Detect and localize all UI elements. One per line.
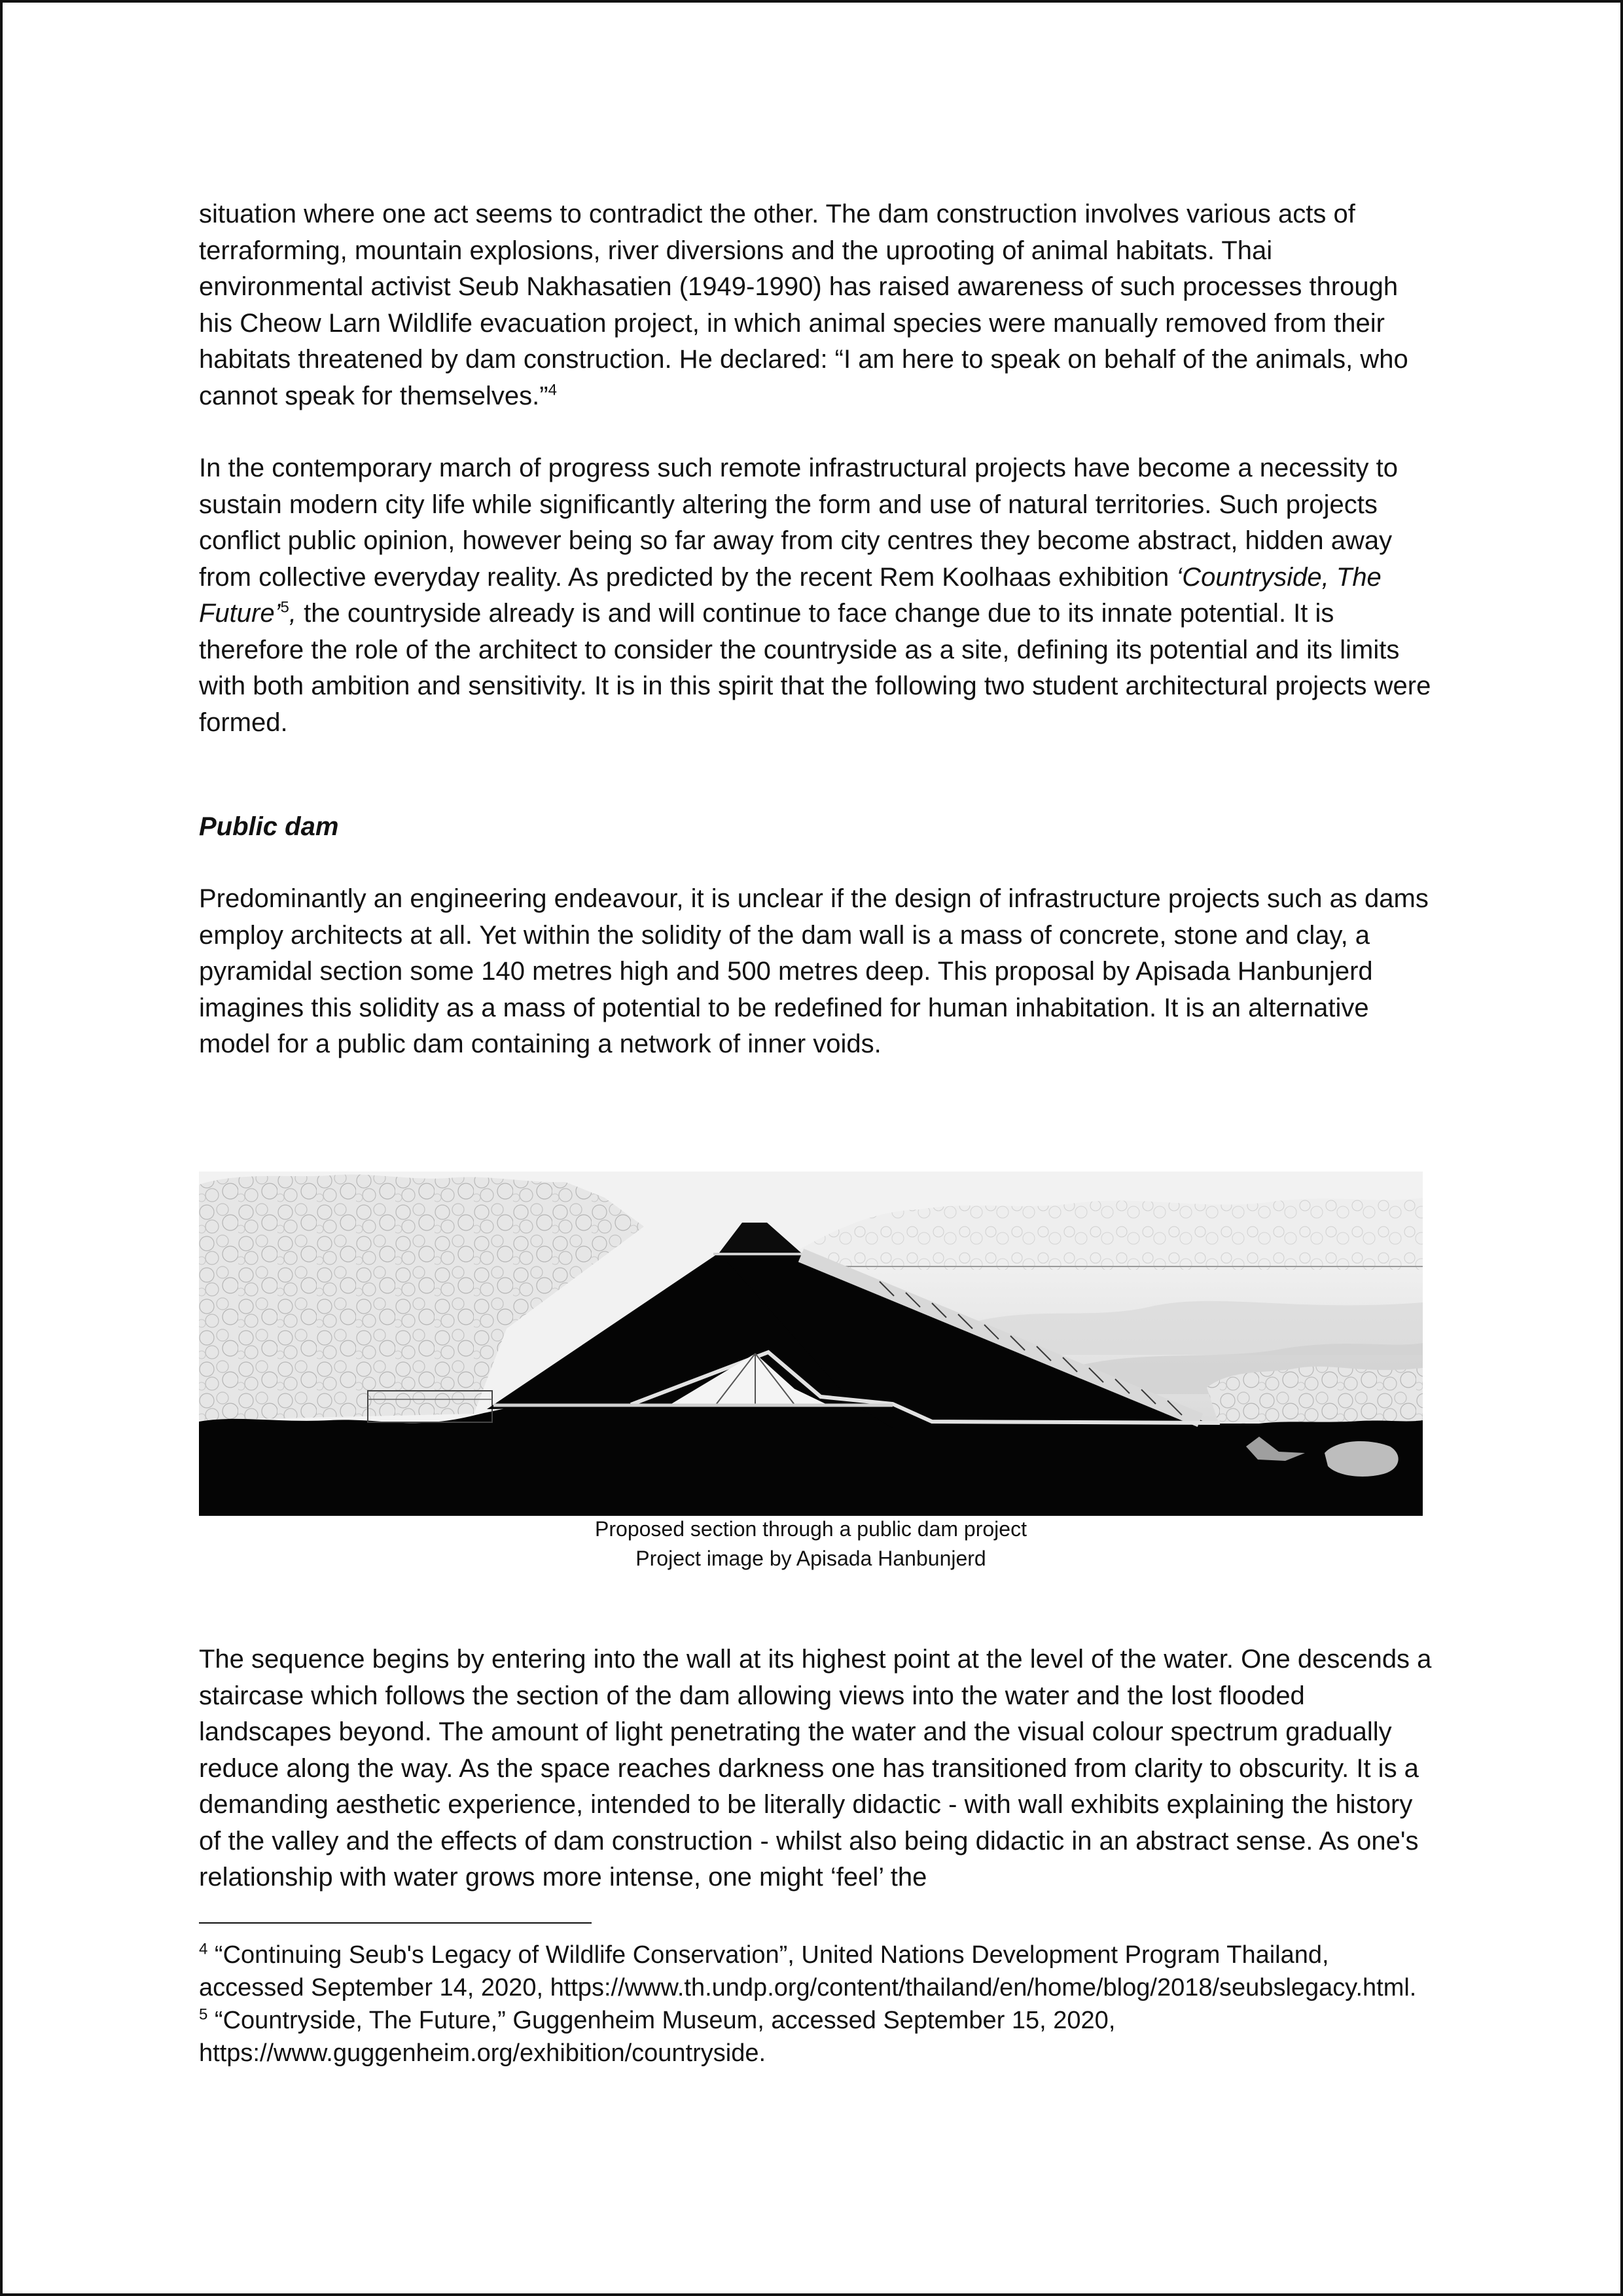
dam-section-drawing [199, 1172, 1423, 1516]
paragraph-public-dam: Predominantly an engineering endeavour, it is unclear if the design of infrastructure projects such as dams employ architects at all. Yet within the solidity of the dam wall is a mass of concrete, stone and clay, a pyramidal section some 140 metres high and 500 metres deep. This proposal by Apisada Hanbunjerd imagines this solidity as a mass of potential to be redefined for human inhabitation. It is an alternative model for a public dam containing a network of inner voids. [199, 884, 1429, 1058]
dam-section-figure [199, 1172, 1423, 1516]
footnote-ref-5[interactable]: 5 [280, 598, 289, 617]
paragraph-contemporary-progress [199, 450, 1436, 741]
footnote-text: “Countryside, The Future,” Guggenheim Museum, accessed September 15, 2020, https://www.guggenheim.org/exhibition/countryside. [199, 2007, 1116, 2067]
footnote-divider [199, 1922, 592, 1924]
footnote-text: “Continuing Seub's Legacy of Wildlife Conservation”, United Nations Development Program Thailand, accessed September 14, 2020, https://www.th.undp.org/content/thailand/en/home/blog/2018/seubslegacy.html. [199, 1941, 1417, 2001]
footnote-4 [199, 1939, 1436, 2004]
paragraph-text: situation where one act seems to contradict the other. The dam construction involves various acts of terraforming, mountain explosions, river diversions and the uprooting of animal habitats. Thai environmental activist Seub Nakhasatien (1949-1990) has raised awareness of such processes through his Cheow Larn Wildlife evacuation project, in which animal species were manually removed from their habitats threatened by dam construction. He declared: “I am here to speak on behalf of the animals, who cannot speak for themselves.” [199, 200, 1408, 410]
footnote-ref-4[interactable]: 4 [548, 381, 557, 399]
footnotes [199, 1939, 1436, 2070]
section-heading: Public dam [199, 812, 339, 841]
shore-trees [1207, 1367, 1423, 1427]
footnote-number: 4 [199, 1940, 208, 1958]
paragraph-sequence: The sequence begins by entering into the wall at its highest point at the level of the water. One descends a staircase which follows the section of the dam allowing views into the water and the lost flooded landscapes beyond. The amount of light penetrating the water and the visual colour spectrum gradually reduce along the way. As the space reaches darkness one has transitioned from clarity to obscurity. It is a demanding aesthetic experience, intended to be literally didactic - with wall exhibits explaining the history of the valley and the effects of dam construction - whilst also being didactic in an abstract sense. As one's relationship with water grows more intense, one might ‘feel’ the [199, 1645, 1432, 1892]
paragraph-dam-construction [199, 196, 1436, 414]
footnote-number: 5 [199, 2005, 208, 2024]
paragraph-text: the countryside already is and will continue to face change due to its innate potential. It is therefore the role of the architect to consider the countryside as a site, defining its potential and its limits with both ambition and sensitivity. It is in this spirit that the following two student architectural projects were formed. [199, 599, 1431, 737]
italic-comma: , [289, 599, 296, 628]
paragraph-text: In the contemporary march of progress such remote infrastructural projects have become a necessity to sustain modern city life while significantly altering the form and use of natural territories. Such projects conflict public opinion, however being so far away from city centres they become abstract, hidden away from collective everyday reality. As predicted by the recent Rem Koolhaas exhibition [199, 454, 1398, 592]
footnote-5 [199, 2004, 1436, 2070]
figure-caption-credit: Project image by Apisada Hanbunjerd [635, 1547, 986, 1570]
exhibition-title: ‘Countryside, The Future’ [199, 562, 1382, 628]
lake [1325, 1441, 1399, 1477]
figure-caption-title: Proposed section through a public dam project [595, 1517, 1027, 1541]
